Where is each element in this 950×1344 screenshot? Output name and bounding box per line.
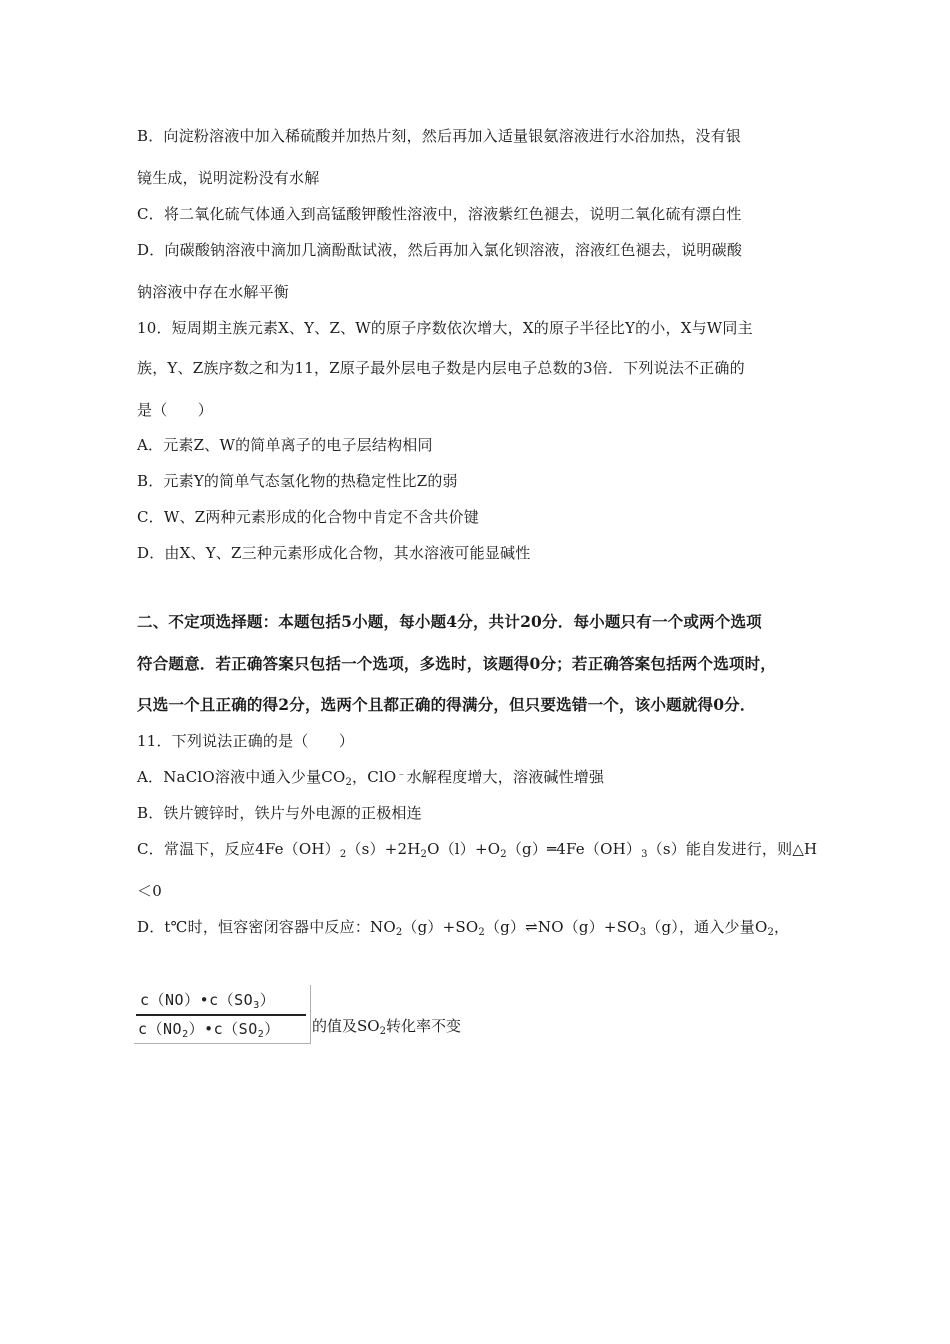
q11-d-sub-2: 2 [478,927,485,938]
q11-d-sub-3: 3 [639,927,647,938]
q11-stem: 11．下列说法正确的是（ ） [137,732,355,750]
q10-option-c: C．W、Z两种元素形成的化合物中肯定不含共价键 [137,508,479,526]
equilibrium-ratio-fraction [134,985,311,1044]
q10-stem-line1: 10．短周期主族元素X、Y、Z、W的原子序数依次增大，X的原子半径比Y的小，X与W同主 [137,319,753,337]
frac-den-text-1: c（NO [138,1020,183,1038]
section2-heading-line2: 符合题意．若正确答案只包括一个选项，多选时，该题得0分；若正确答案包括两个选项时， [137,654,776,673]
q10-option-b: B．元素Y的简单气态氢化物的热稳定性比Z的弱 [137,472,458,490]
q11-option-d [137,917,789,937]
tail-text-1: 的值及SO [312,1017,380,1035]
q11-a-text-2: ，ClO [352,768,397,786]
q11-c-text-5: （s）能自发进行，则△H [647,840,818,858]
q11-option-b: B．铁片镀锌时，铁片与外电源的正极相连 [137,804,422,822]
q10-option-d: D．由X、Y、Z三种元素形成化合物，其水溶液可能显碱性 [137,544,531,562]
q11-d-text-3: （g）⇌NO（g）+SO [484,918,640,936]
q11-d-text-4: （g），通入少量O [646,918,768,936]
q9-option-c: C．将二氧化硫气体通入到高锰酸钾酸性溶液中，溶液紫红色褪去，说明二氧化硫有漂白性 [137,205,742,223]
tail-sub: 2 [379,1026,386,1037]
frac-den-text-2: ）•c（SO [188,1020,258,1038]
q10-stem-line3: 是（ ） [137,401,214,419]
fraction-bar [136,1014,306,1016]
frac-num-text-2: ） [259,991,276,1009]
q11-option-c-line1 [137,839,817,859]
fraction-denominator [138,1018,280,1039]
q11-c-text-4: （g）═4Fe（OH） [506,840,642,858]
q11-option-c-line2: ＜0 [137,882,162,900]
frac-den-sub-1: 2 [182,1029,189,1040]
q11-c-sub-4: 3 [641,849,648,860]
frac-num-sub: 3 [253,1000,260,1011]
q10-stem-line2: 族，Y、Z族序数之和为11，Z原子最外层电子数是内层电子总数的3倍．下列说法不正确的 [137,359,745,377]
q11-c-sub-2: 2 [420,849,428,860]
q11-d-text-5: ， [774,918,790,936]
q9-option-d-line1: D．向碳酸钠溶液中滴加几滴酚酞试液，然后再加入氯化钡溶液，溶液红色褪去，说明碳酸 [137,241,743,259]
q11-c-sub-1: 2 [339,849,347,860]
fraction-trailing-text [312,1016,461,1036]
q9-option-b-line1: B．向淀粉溶液中加入稀硫酸并加热片刻，然后再加入适量银氨溶液进行水浴加热，没有银 [137,127,742,145]
q11-d-sub-4: 2 [767,927,775,938]
q9-option-d-line2: 钠溶液中存在水解平衡 [137,283,290,301]
q11-a-sub: 2 [345,777,353,788]
frac-den-sub-2: 2 [257,1029,265,1040]
q10-option-a: A．元素Z、W的简单离子的电子层结构相同 [137,436,433,454]
q11-a-text-3: 水解程度增大，溶液碱性增强 [406,768,605,786]
frac-den-text-3: ） [264,1020,280,1038]
q11-c-text-1: C．常温下，反应4Fe（OH） [137,840,340,858]
q11-c-text-2: （s）+2H [346,840,421,858]
q11-a-sup: ﹣ [396,769,407,780]
q9-option-b-line2: 镜生成，说明淀粉没有水解 [137,169,320,187]
q11-d-sub-1: 2 [395,927,403,938]
q11-d-text-2: （g）+SO [402,918,479,936]
q11-option-a [137,767,604,787]
q11-d-text-1: D．t℃时，恒容密闭容器中反应：NO [137,918,396,936]
q11-c-text-3: O（l）+O [427,840,501,858]
section2-heading-line3: 只选一个且正确的得2分，选两个且都正确的得满分，但只要选错一个，该小题就得0分． [137,695,756,714]
tail-text-2: 转化率不变 [385,1017,461,1035]
section2-heading-line1: 二、不定项选择题：本题包括5小题，每小题4分，共计20分．每小题只有一个或两个选项 [137,612,762,631]
fraction-numerator [140,989,275,1010]
q11-a-text-1: A．NaClO溶液中通入少量CO [137,768,346,786]
frac-num-text-1: c（NO）•c（SO [140,991,254,1009]
q11-c-sub-3: 2 [500,849,507,860]
